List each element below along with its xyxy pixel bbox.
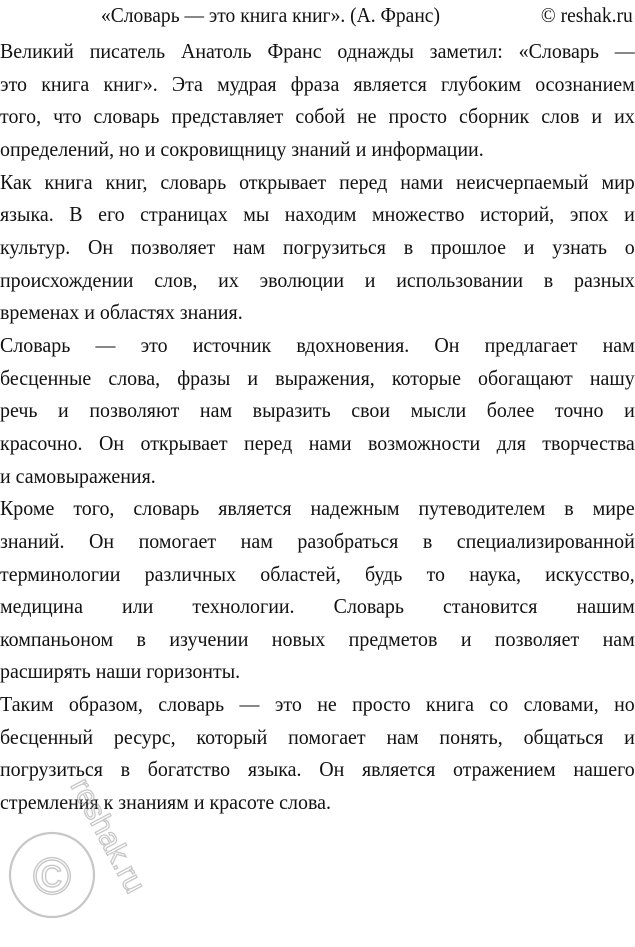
text-line: красочно. Он открывает перед нами возможности для творчества	[0, 430, 635, 455]
text-line: бесценные слова, фразы и выражения, которые обогащают нашу	[0, 365, 635, 390]
text-line: того, что словарь представляет собой не просто сборник слов и их	[0, 104, 635, 129]
text-line: медицина или технологии. Словарь становится нашим	[0, 594, 635, 619]
text-line: это книга книг». Эта мудрая фраза является глубоким осознанием	[0, 71, 635, 96]
text-line: погрузиться в богатство языка. Он является отражением нашего	[0, 757, 635, 782]
copyright-circle-icon	[10, 833, 94, 917]
text-line: Как книга книг, словарь открывает перед нами неисчерпаемый мир	[0, 169, 635, 194]
text-line: компаньоном в изучении новых предметов и позволяет нам	[0, 626, 635, 651]
text-line: Кроме того, словарь является надежным путеводителем в мире	[0, 496, 635, 521]
copyright-watermark-symbol: ©	[32, 848, 72, 906]
text-line: речь и позволяют нам выразить свои мысли более точно и	[0, 398, 635, 423]
copyright-notice: © reshak.ru	[541, 3, 633, 27]
essay-body	[0, 35, 635, 819]
essay-title: «Словарь — это книга книг». (А. Франс)	[101, 3, 440, 27]
text-line: языка. В его страницах мы находим множество историй, эпох и	[0, 202, 635, 227]
text-line: культур. Он позволяет нам погрузиться в прошлое и узнать о	[0, 234, 635, 259]
text-line: Великий писатель Анатоль Франс однажды заметил: «Словарь —	[0, 39, 635, 63]
text-line: определений, но и сокровищницу знаний и информации.	[0, 136, 484, 161]
text-line: знаний. Он помогает нам разобраться в специализированной	[0, 528, 635, 553]
page-header	[0, 0, 635, 36]
text-line: Таким образом, словарь — это не просто книга со словами, но	[0, 692, 635, 717]
watermark-text: reshak.ru	[63, 772, 152, 899]
text-line: стремления к знаниям и красоте слова.	[0, 790, 331, 815]
text-line: бесценный ресурс, который помогает нам понять, общаться и	[0, 724, 635, 749]
text-line: временах и областях знания.	[0, 300, 243, 325]
text-line: и самовыражения.	[0, 463, 156, 488]
text-line: происхождении слов, их эволюции и использовании в разных	[0, 267, 635, 292]
text-line: терминологии различных областей, будь то наука, искусство,	[0, 561, 635, 586]
text-line: расширять наши горизонты.	[0, 659, 241, 684]
text-line: Словарь — это источник вдохновения. Он предлагает нам	[0, 332, 635, 357]
